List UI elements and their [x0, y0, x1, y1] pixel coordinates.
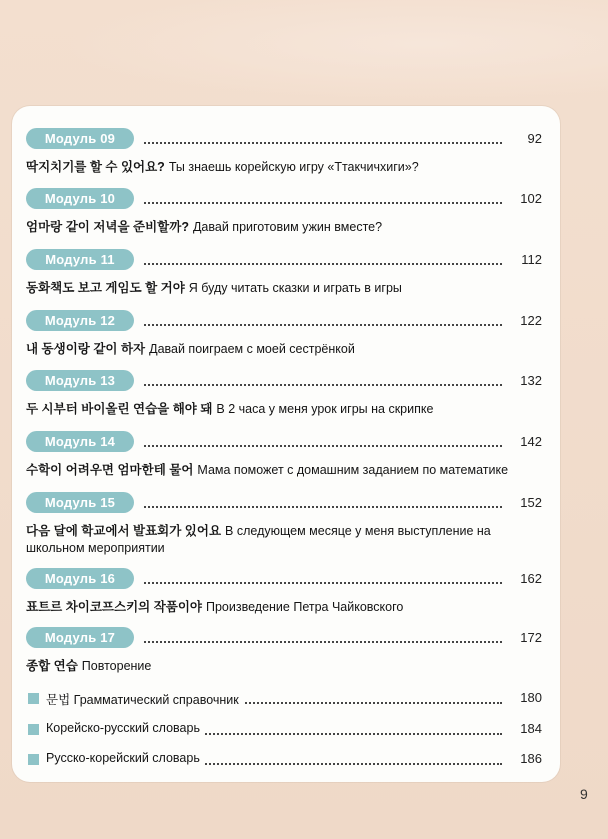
page-number: 142 [520, 434, 542, 449]
entry-title [26, 159, 546, 176]
toc-entry-09[interactable] [26, 128, 546, 176]
module-row [26, 188, 546, 210]
title-korean: 내 동생이랑 같이 하자 [26, 342, 146, 356]
leader-dots [144, 324, 502, 326]
module-badge: Модуль 15 [26, 492, 134, 513]
module-badge: Модуль 13 [26, 370, 134, 391]
title-korean: 표트르 차이코프스키의 작품이야 [26, 600, 202, 614]
module-badge: Модуль 09 [26, 128, 134, 149]
appendix-title: Русско-корейский словарь [46, 751, 204, 765]
appendix-ru-ko-dictionary[interactable] [26, 750, 546, 770]
entry-title [26, 462, 546, 479]
leader-dots [144, 445, 502, 447]
page-number: 152 [520, 495, 542, 510]
leader-dots [144, 263, 502, 265]
title-russian: В следующем месяце у меня выступление на школьном мероприятии [26, 524, 491, 555]
page-number: 132 [520, 373, 542, 388]
module-row [26, 492, 546, 514]
entry-title [26, 658, 546, 675]
leader-dots [144, 142, 502, 144]
module-badge: Модуль 10 [26, 188, 134, 209]
entry-title [26, 280, 546, 297]
bullet-square-icon [28, 724, 39, 735]
title-korean: 딱지치기를 할 수 있어요? [26, 160, 165, 174]
title-korean: 동화책도 보고 게임도 할 거야 [26, 281, 185, 295]
module-row [26, 310, 546, 332]
bullet-square-icon [28, 754, 39, 765]
background-decoration [0, 0, 608, 110]
page-number: 184 [520, 721, 542, 736]
toc-entry-16[interactable] [26, 568, 546, 616]
page-number: 102 [520, 191, 542, 206]
entry-title [26, 341, 546, 358]
entry-title [26, 401, 546, 418]
appendix-ko-ru-dictionary[interactable] [26, 720, 546, 740]
title-korean: 두 시부터 바이올린 연습을 해야 돼 [26, 402, 213, 416]
title-russian: Произведение Петра Чайковского [206, 600, 404, 614]
entry-title [26, 219, 546, 236]
contents-card [12, 106, 560, 782]
toc-entry-15[interactable] [26, 492, 546, 557]
toc-entry-17[interactable] [26, 627, 546, 675]
toc-entry-14[interactable] [26, 431, 546, 479]
module-row [26, 249, 546, 271]
module-badge: Модуль 16 [26, 568, 134, 589]
leader-dots [144, 506, 502, 508]
module-row [26, 431, 546, 453]
module-row [26, 128, 546, 150]
module-badge: Модуль 14 [26, 431, 134, 452]
book-page-number: 9 [580, 786, 588, 802]
appendix-grammar[interactable] [26, 689, 546, 709]
page-number: 162 [520, 571, 542, 586]
title-korean: 엄마랑 같이 저녁을 준비할까? [26, 220, 189, 234]
toc-entry-10[interactable] [26, 188, 546, 236]
title-korean: 다음 달에 학교에서 발표회가 있어요 [26, 524, 222, 538]
title-korean: 수학이 어려우면 엄마한테 물어 [26, 463, 194, 477]
page-number: 186 [520, 751, 542, 766]
title-russian: Я буду читать сказки и играть в игры [188, 281, 402, 295]
page-number: 112 [521, 252, 542, 267]
title-russian: Ты знаешь корейскую игру «Ттакчичхиги»? [168, 160, 419, 174]
entry-title [26, 599, 546, 616]
bullet-square-icon [28, 693, 39, 704]
module-badge: Модуль 12 [26, 310, 134, 331]
module-badge: Модуль 17 [26, 627, 134, 648]
toc-entry-13[interactable] [26, 370, 546, 418]
toc-entry-11[interactable] [26, 249, 546, 297]
page-number: 92 [527, 131, 542, 146]
module-badge: Модуль 11 [26, 249, 134, 270]
entry-title [26, 523, 546, 557]
toc-entry-12[interactable] [26, 310, 546, 358]
appendix-title: 문법 Грамматический справочник [46, 690, 243, 708]
module-row [26, 627, 546, 649]
title-russian: Давай приготовим ужин вместе? [192, 220, 383, 234]
page-number: 172 [520, 630, 542, 645]
page-number: 180 [520, 690, 542, 705]
page-number: 122 [520, 313, 542, 328]
leader-dots [144, 641, 502, 643]
leader-dots [144, 384, 502, 386]
leader-dots [144, 582, 502, 584]
module-row [26, 370, 546, 392]
title-russian: Повторение [81, 659, 152, 673]
title-korean: 종합 연습 [26, 659, 78, 673]
title-russian: Давай поиграем с моей сестрёнкой [149, 342, 355, 356]
title-russian: В 2 часа у меня урок игры на скрипке [216, 402, 434, 416]
title-russian: Мама поможет с домашним заданием по математике [197, 463, 509, 477]
module-row [26, 568, 546, 590]
leader-dots [144, 202, 502, 204]
appendix-title: Корейско-русский словарь [46, 721, 204, 735]
